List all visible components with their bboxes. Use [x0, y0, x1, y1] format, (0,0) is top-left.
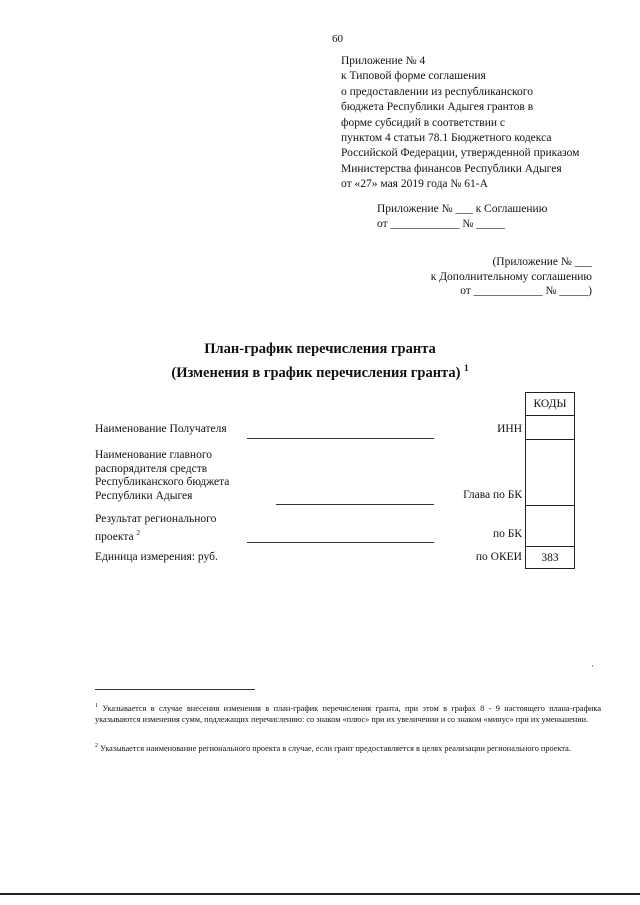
okei-label: по ОКЕИ — [475, 551, 522, 563]
appendix-line: от «27» мая 2019 года № 61-А — [341, 178, 488, 191]
page-bottom-border — [0, 893, 640, 895]
appendix-line: Российской Федерации, утвержденной приказом — [341, 147, 580, 160]
footnote-1 — [95, 701, 601, 726]
regional-project-label: Результат регионального проекта $^2$ — [95, 513, 217, 543]
footnote-number: 2 — [95, 743, 98, 749]
recipient-label: Наименование Получателя — [95, 423, 227, 435]
bk-head-code-cell[interactable] — [526, 440, 575, 506]
unit-label: Единица измерения: руб. — [95, 551, 218, 563]
supplementary-ref-line: к Дополнительному соглашению — [430, 270, 592, 283]
footnote-2 — [95, 741, 601, 754]
inn-code-cell[interactable] — [526, 416, 575, 440]
footnote-mark: 2 — [136, 528, 140, 537]
codes-header: КОДЫ — [526, 393, 575, 416]
bk-head-label: Глава по БК — [463, 489, 522, 501]
bk-code-cell[interactable] — [526, 506, 575, 547]
appendix-line: о предоставлении из республиканского — [341, 85, 533, 98]
appendix-line: Приложение № 4 — [341, 55, 426, 67]
codes-table — [525, 392, 575, 568]
supplementary-agreement-reference — [431, 255, 592, 299]
appendix-line: бюджета Республики Адыгея грантов в — [341, 101, 534, 114]
chief-administrator-label: Наименование главного распорядителя средств Республиканского бюджета Республики Адыгея — [95, 449, 230, 502]
title-line-2: (Изменения в график перечисления гранта) $^1$ — [171, 363, 469, 381]
chief-administrator-name-line[interactable] — [276, 504, 434, 505]
agreement-reference — [377, 202, 547, 231]
agreement-ref-line: Приложение № ___ к Соглашению — [377, 203, 548, 215]
supplementary-ref-line: (Приложение № ___ — [492, 256, 592, 268]
inn-label: ИНН — [497, 423, 522, 435]
scan-speck — [592, 665, 593, 667]
document-title — [0, 340, 640, 383]
page-number: 60 — [332, 33, 343, 45]
bk-label: по БК — [492, 528, 522, 540]
appendix-header — [341, 54, 621, 193]
footnote-text: Указывается в случае внесения изменения в план-график перечисления гранта, при этом в графах 8 - 9 настоящего плана-графика указываются изменения сумм, подлежащих перечислению: со знаком «плюс» при их увеличении и со знаком «минус» при их уменьшении. — [95, 703, 602, 725]
appendix-line: к Типовой форме соглашения — [341, 70, 486, 83]
footnote-text: Указывается наименование регионального проекта в случае, если грант предоставляется в целях реализации регионального проекта. — [100, 743, 571, 753]
footnote-separator — [95, 689, 255, 690]
regional-project-name-line[interactable] — [247, 542, 434, 543]
appendix-line: Министерства финансов Республики Адыгея — [341, 162, 562, 175]
appendix-line: форме субсидий в соответствии с — [341, 116, 505, 129]
title-line-1: План-график перечисления гранта — [204, 341, 436, 357]
footnote-mark: 1 — [464, 363, 469, 373]
okei-code-cell: 383 — [526, 547, 575, 569]
footnote-number: 1 — [95, 703, 98, 709]
agreement-ref-line: от ____________ № _____ — [377, 217, 505, 230]
recipient-name-line[interactable] — [247, 438, 434, 439]
appendix-line: пунктом 4 статьи 78.1 Бюджетного кодекса — [341, 132, 552, 145]
supplementary-ref-line: от ____________ № _____) — [460, 285, 592, 297]
